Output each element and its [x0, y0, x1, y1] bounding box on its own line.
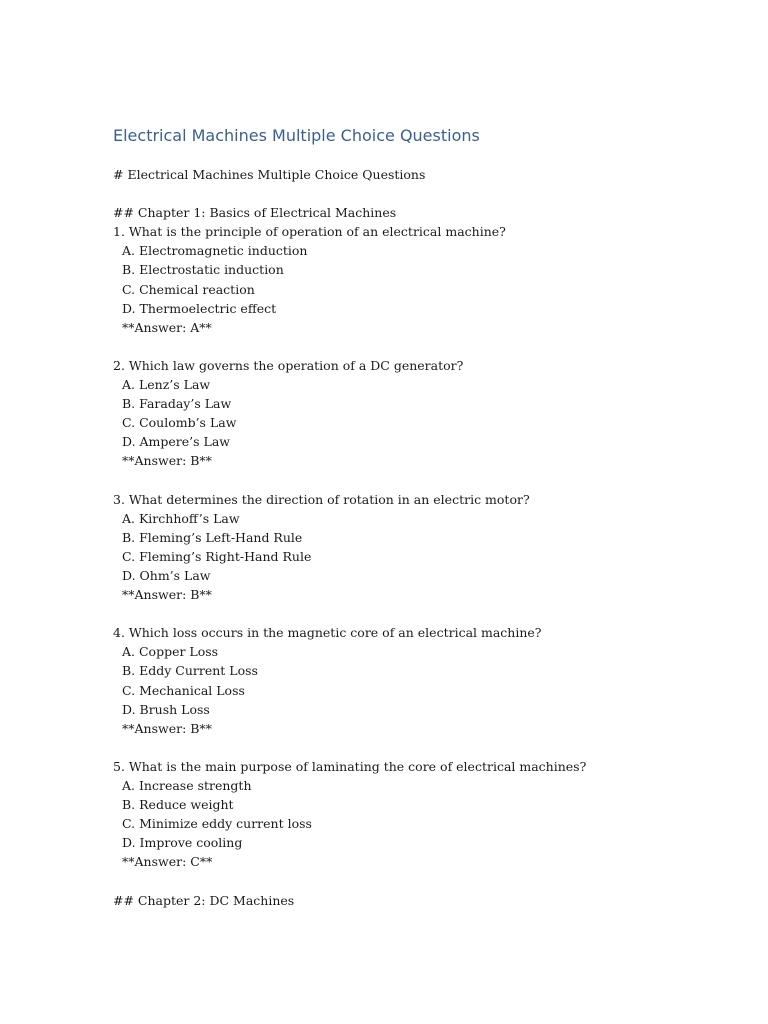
question-block [113, 490, 768, 605]
chapter-1-heading: ## Chapter 1: Basics of Electrical Machines [113, 205, 397, 221]
document-title: Electrical Machines Multiple Choice Questions [113, 126, 480, 145]
option: C. Mechanical Loss [122, 682, 245, 698]
question-block [113, 757, 768, 872]
answer: **Answer: B** [122, 587, 212, 603]
blank-line [113, 184, 768, 203]
option: A. Electromagnetic induction [122, 243, 308, 259]
option: D. Brush Loss [122, 701, 210, 717]
question-block [113, 623, 768, 738]
option: D. Thermoelectric effect [122, 300, 277, 316]
question-text: 5. What is the main purpose of laminating the core of electrical machines? [113, 758, 587, 774]
answer: **Answer: A** [122, 319, 212, 335]
answer: **Answer: B** [122, 453, 212, 469]
option: C. Chemical reaction [122, 281, 255, 297]
option: D. Improve cooling [122, 835, 243, 851]
question-text: 4. Which loss occurs in the magnetic core of an electrical machine? [113, 625, 542, 641]
markdown-heading: # Electrical Machines Multiple Choice Questions [113, 167, 426, 182]
blank-line [113, 738, 768, 757]
option: B. Eddy Current Loss [122, 663, 258, 679]
option: B. Electrostatic induction [122, 262, 284, 278]
blank-line [113, 871, 768, 890]
question-block [113, 356, 768, 471]
answer: **Answer: B** [122, 720, 212, 736]
option: B. Faraday’s Law [122, 396, 232, 412]
option: A. Lenz’s Law [122, 377, 211, 393]
option: A. Copper Loss [122, 644, 219, 660]
option: B. Reduce weight [122, 797, 234, 813]
option: A. Increase strength [122, 778, 252, 793]
chapter-2-heading: ## Chapter 2: DC Machines [113, 892, 295, 908]
answer: **Answer: C** [122, 854, 213, 870]
option: B. Fleming’s Left-Hand Rule [122, 529, 303, 545]
question-text: 2. Which law governs the operation of a DC generator? [113, 357, 464, 373]
option: D. Ampere’s Law [122, 434, 230, 450]
blank-line [113, 604, 768, 623]
blank-line [113, 471, 768, 490]
question-text: 1. What is the principle of operation of an electrical machine? [113, 224, 506, 240]
blank-line [113, 337, 768, 356]
option: C. Fleming’s Right-Hand Rule [122, 548, 312, 564]
option: C. Minimize eddy current loss [122, 816, 312, 832]
option: C. Coulomb’s Law [122, 415, 237, 431]
question-block [113, 222, 768, 337]
option: A. Kirchhoff’s Law [122, 510, 240, 526]
option: D. Ohm’s Law [122, 567, 211, 583]
question-text: 3. What determines the direction of rotation in an electric motor? [113, 491, 530, 507]
